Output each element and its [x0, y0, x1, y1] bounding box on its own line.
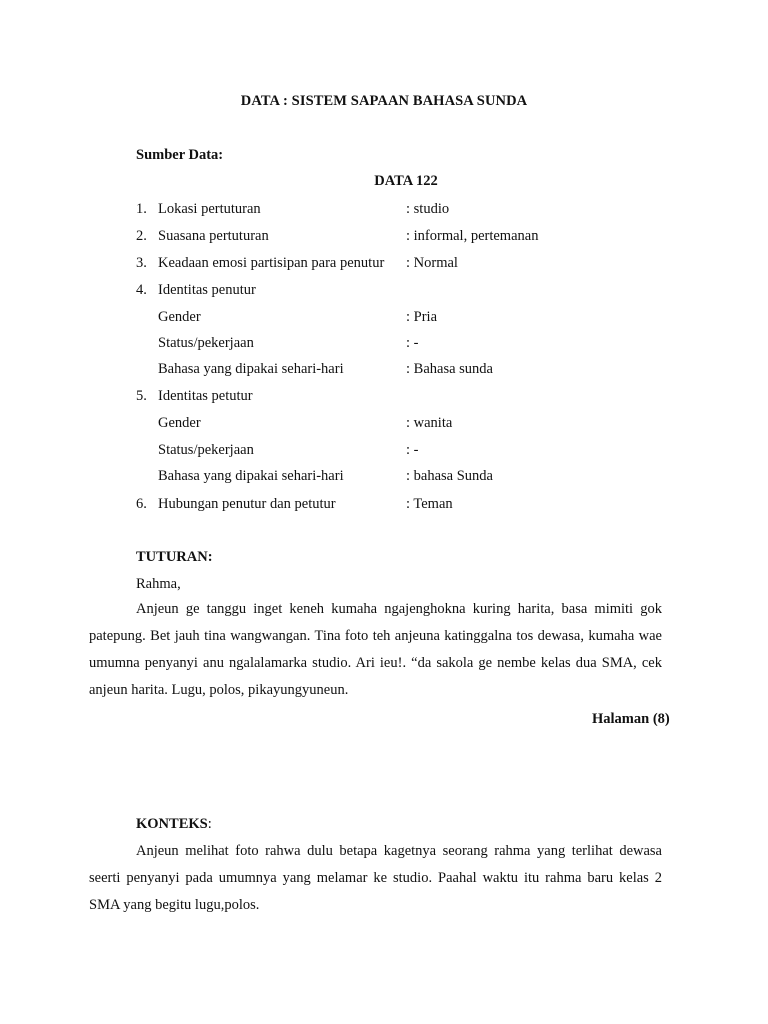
item-number: 4. — [136, 282, 147, 298]
item-label: Status/pekerjaan — [158, 442, 254, 458]
item-label: Status/pekerjaan — [158, 335, 254, 351]
item-label: Keadaan emosi partisipan para penutur — [158, 255, 385, 271]
item-number: 5. — [136, 388, 147, 404]
item-label: Hubungan penutur dan petutur — [158, 496, 336, 512]
item-value: : Bahasa sunda — [406, 361, 493, 377]
item-value: : wanita — [406, 415, 453, 431]
item-value: : studio — [406, 201, 450, 217]
list-item — [0, 282, 768, 302]
item-value: : - — [406, 335, 419, 351]
list-item — [0, 309, 768, 329]
konteks-paragraph — [89, 838, 662, 919]
tuturan-addressee: Rahma, — [136, 576, 181, 592]
konteks-heading: KONTEKS — [136, 816, 208, 832]
item-value: : Teman — [406, 496, 453, 512]
item-label: Gender — [158, 415, 201, 431]
list-item — [0, 388, 768, 408]
item-value: : - — [406, 442, 419, 458]
data-number: DATA 122 — [374, 173, 438, 189]
list-item — [0, 255, 768, 275]
tuturan-heading: TUTURAN: — [136, 549, 213, 565]
item-label: Identitas petutur — [158, 388, 253, 404]
item-number: 3. — [136, 255, 147, 271]
list-item — [0, 201, 768, 221]
list-item — [0, 361, 768, 381]
page-reference: Halaman (8) — [592, 711, 670, 727]
item-value: : Pria — [406, 309, 438, 325]
item-label: Bahasa yang dipakai sehari-hari — [158, 361, 344, 377]
tuturan-paragraph — [89, 596, 662, 704]
item-number: 2. — [136, 228, 147, 244]
item-number: 6. — [136, 496, 147, 512]
item-label: Bahasa yang dipakai sehari-hari — [158, 468, 344, 484]
item-label: Suasana pertuturan — [158, 228, 269, 244]
source-label: Sumber Data: — [136, 147, 224, 163]
list-item — [0, 442, 768, 462]
list-item — [0, 415, 768, 435]
konteks-body: Anjeun melihat foto rahwa dulu betapa kagetnya seorang rahma yang terlihat dewasa seerti penyanyi pada umumnya yang melamar ke studio. Paahal waktu itu rahma baru kelas 2 SMA yang begitu lugu,polos. — [89, 843, 662, 913]
item-value: : bahasa Sunda — [406, 468, 493, 484]
konteks-heading-line — [136, 816, 212, 833]
list-item — [0, 228, 768, 248]
list-item — [0, 496, 768, 516]
list-item — [0, 335, 768, 355]
item-label: Gender — [158, 309, 201, 325]
list-item — [0, 468, 768, 488]
tuturan-body: Anjeun ge tanggu inget keneh kumaha ngajenghokna kuring harita, basa mimiti gok patepung. Bet jauh tina wangwangan. Tina foto teh anjeuna katinggalna tos dewasa, kumaha wae umumna penyanyi anu ngalalamarka studio. Ari ieu!. “da sakola ge nembe kelas dua SMA, cek anjeun harita. Lugu, polos, pikayungyuneun. — [89, 601, 662, 698]
item-label: Identitas penutur — [158, 282, 256, 298]
item-value: : informal, pertemanan — [406, 228, 539, 244]
item-value: : Normal — [406, 255, 458, 271]
konteks-colon: : — [207, 816, 212, 832]
item-number: 1. — [136, 201, 147, 217]
item-label: Lokasi pertuturan — [158, 201, 261, 217]
page-title: DATA : SISTEM SAPAAN BAHASA SUNDA — [240, 93, 528, 109]
